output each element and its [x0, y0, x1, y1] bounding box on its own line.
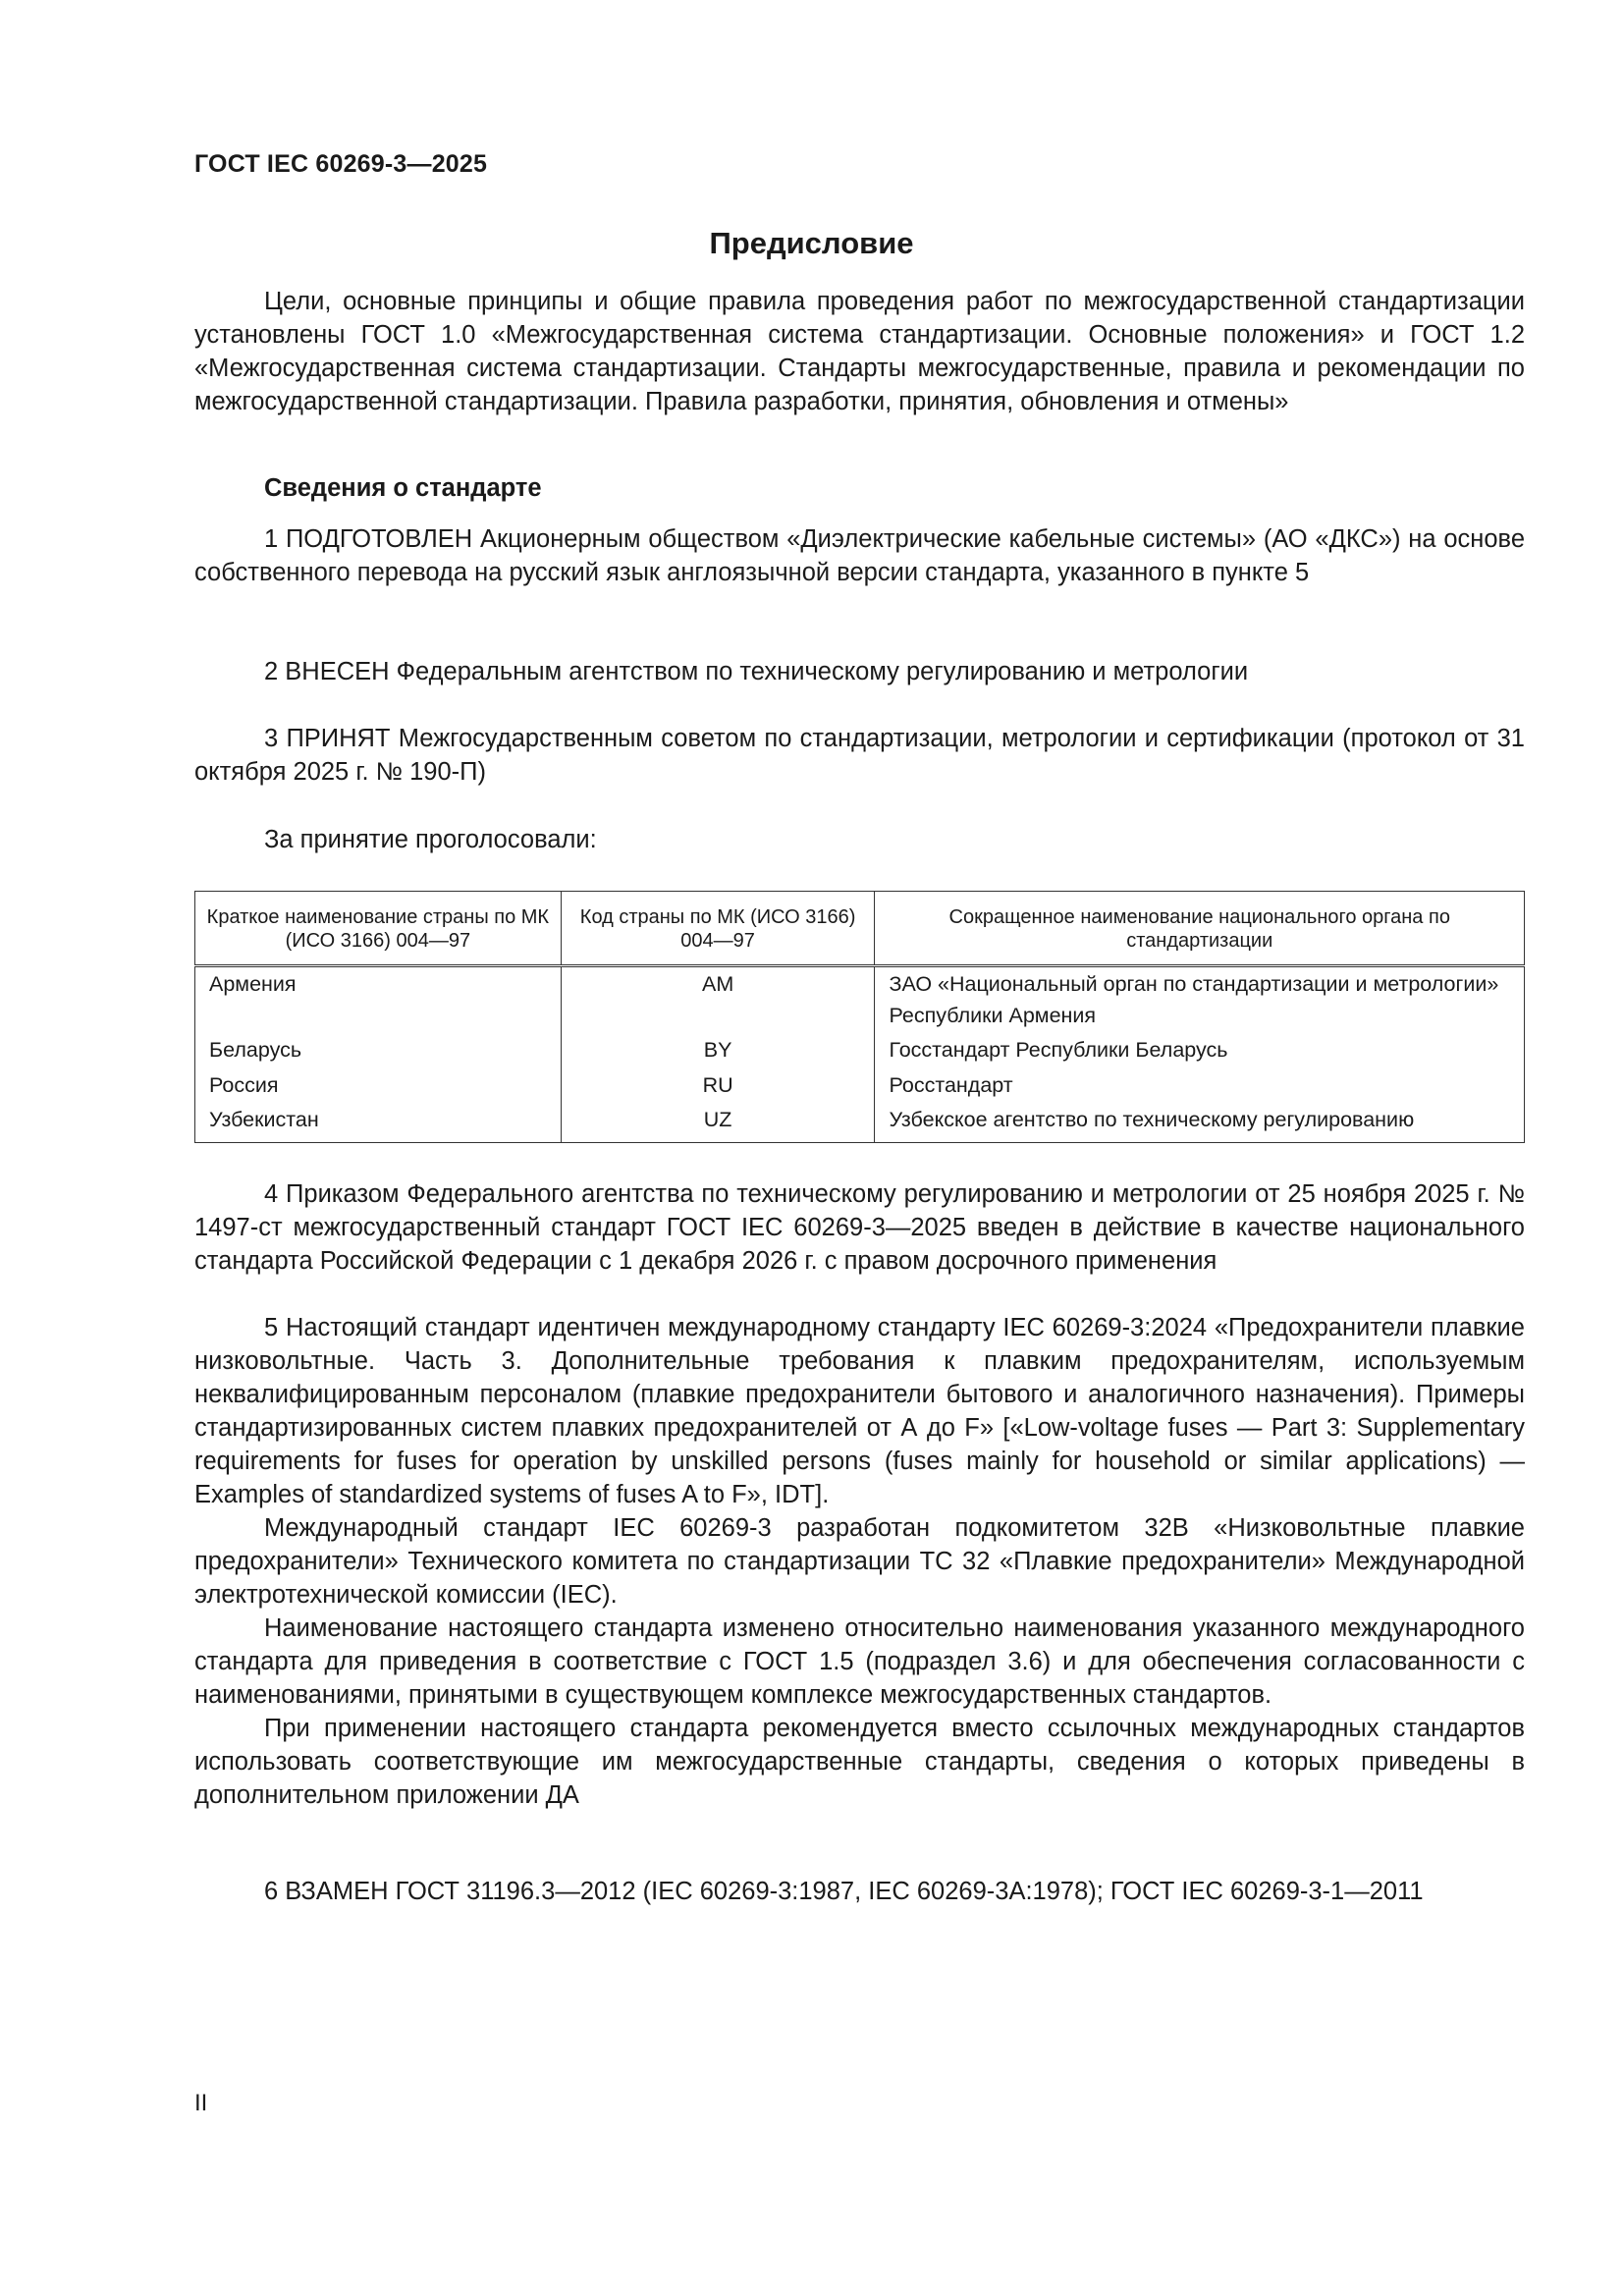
item-5-title-note: Наименование настоящего стандарта изменено относительно наименования указанного международного стандарта для приведения в соответствие с ГОСТ 1.5 (подраздел 3.6) и для обеспечения согласованности с наименованиями, принятыми в существующем комплексе межгосударственных стандартов. — [194, 1614, 1525, 1709]
table-row — [195, 966, 1525, 1034]
body-cell: Госстандарт Республики Беларусь — [875, 1033, 1525, 1068]
column-header-body: Сокращенное наименование национального органа по стандартизации — [875, 892, 1525, 966]
body-cell: ЗАО «Национальный орган по стандартизации и метрологии» Республики Армения — [875, 966, 1525, 1034]
table-row — [195, 1033, 1525, 1068]
column-header-country: Краткое наименование страны по МК (ИСО 3166) 004—97 — [195, 892, 562, 966]
body-cell: Росстандарт — [875, 1068, 1525, 1104]
item-4-paragraph: 4 Приказом Федерального агентства по техническому регулированию и метрологии от 25 ноября 2025 г. № 1497-ст межгосударственный стандарт ГОСТ IEC 60269-3—2025 введен в действие в качестве национального стандарта Российской Федерации с 1 декабря 2026 г. с правом досрочного применения — [194, 1180, 1525, 1275]
info-heading: Сведения о стандарте — [264, 474, 542, 502]
item-1-paragraph: 1 ПОДГОТОВЛЕН Акционерным обществом «Диэлектрические кабельные системы» (АО «ДКС») на основе собственного перевода на русский язык англоязычной версии стандарта, указанного в пункте 5 — [194, 525, 1525, 586]
column-header-code: Код страны по МК (ИСО 3166) 004—97 — [561, 892, 875, 966]
table-header-row — [195, 892, 1525, 966]
table-row — [195, 1103, 1525, 1142]
document-header: ГОСТ IEC 60269-3—2025 — [194, 150, 488, 178]
code-cell: UZ — [561, 1103, 875, 1142]
country-cell: Беларусь — [195, 1033, 562, 1068]
page-number: II — [194, 2090, 208, 2116]
item-6-paragraph: 6 ВЗАМЕН ГОСТ 31196.3—2012 (IEC 60269-3:1987, IEC 60269-3A:1978); ГОСТ IEC 60269-3-1—2011 — [264, 1878, 1424, 1905]
table-row — [195, 1068, 1525, 1104]
item-3-paragraph: 3 ПРИНЯТ Межгосударственным советом по стандартизации, метрологии и сертификации (протокол от 31 октября 2025 г. № 190-П) — [194, 725, 1525, 786]
code-cell: BY — [561, 1033, 875, 1068]
item-5-paragraph: 5 Настоящий стандарт идентичен международному стандарту IEC 60269-3:2024 «Предохранители плавкие низковольтные. Часть 3. Дополнительные требования к плавким предохранителям, используемым неквалифицированным персоналом (плавкие предохранители бытового и аналогичного назначения). Примеры стандартизированных систем плавких предохранителей от А до F» [«Low-voltage fuses — Part 3: Supplementary requirements for fuses for operation by unskilled persons (fuses mainly for household or similar applications) — Examples of standardized systems of fuses A to F», IDT]. — [194, 1314, 1525, 1508]
code-cell: RU — [561, 1068, 875, 1104]
countries-table — [194, 891, 1525, 1143]
country-cell: Армения — [195, 966, 562, 1034]
item-5-section — [194, 1311, 1525, 1812]
page-title: Предисловие — [709, 226, 914, 260]
item-2-paragraph: 2 ВНЕСЕН Федеральным агентством по техническому регулированию и метрологии — [264, 658, 1249, 685]
item-5-references-note: При применении настоящего стандарта рекомендуется вместо ссылочных международных стандартов использовать соответствующие им межгосударственные стандарты, сведения о которых приведены в дополнительном приложении ДА — [194, 1715, 1525, 1809]
intro-paragraph: Цели, основные принципы и общие правила проведения работ по межгосударственной стандартизации установлены ГОСТ 1.0 «Межгосударственная система стандартизации. Основные положения» и ГОСТ 1.2 «Межгосударственная система стандартизации. Стандарты межгосударственные, правила и рекомендации по межгосударственной стандартизации. Правила разработки, принятия, обновления и отмены» — [194, 288, 1525, 415]
voted-label: За принятие проголосовали: — [264, 826, 597, 853]
item-5-iec-note: Международный стандарт IEC 60269-3 разработан подкомитетом 32В «Низковольтные плавкие предохранители» Технического комитета по стандартизации ТС 32 «Плавкие предохранители» Международной электротехнической комиссии (IEC). — [194, 1514, 1525, 1609]
body-cell: Узбекское агентство по техническому регулированию — [875, 1103, 1525, 1142]
code-cell: AM — [561, 966, 875, 1034]
country-cell: Узбекистан — [195, 1103, 562, 1142]
country-cell: Россия — [195, 1068, 562, 1104]
